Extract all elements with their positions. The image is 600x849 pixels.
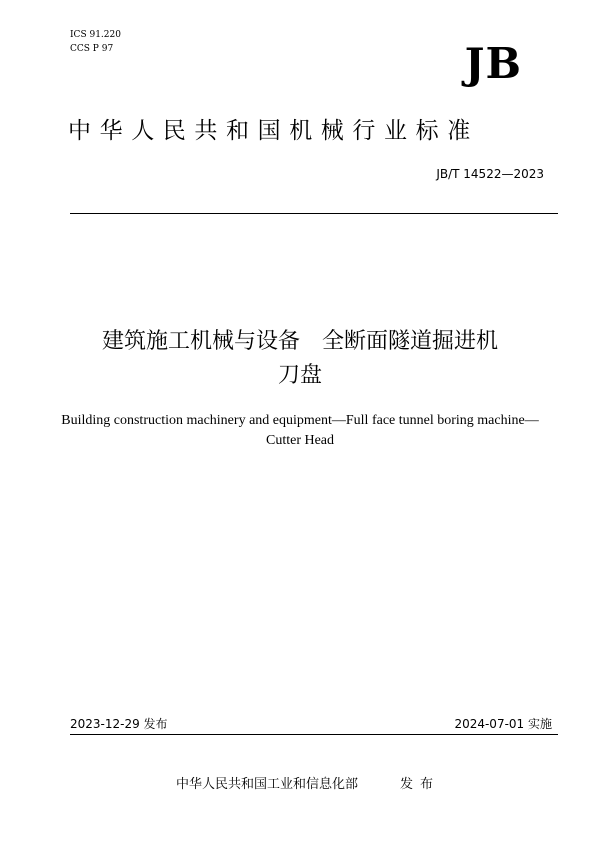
issue-date: 2023-12-29 发布 [70,717,168,731]
issuing-authority: 中华人民共和国工业和信息化部 [176,777,359,792]
standard-type-title: 中华人民共和国机械行业标准 [68,118,479,144]
ccs-code: CCS P 97 [70,44,114,54]
top-divider [70,213,558,214]
chinese-title-line-2: 刀盘 [277,363,322,388]
bottom-divider [70,734,558,735]
english-title-line-1: Building construction machinery and equipment—Full face tunnel boring machine— [61,413,539,428]
ics-code: ICS 91.220 [70,30,121,40]
issue-action: 发布 [400,777,441,792]
english-title-line-2: Cutter Head [265,433,335,448]
implementation-date: 2024-07-01 实施 [454,717,552,731]
jb-standard-mark: JB [464,39,522,88]
chinese-title-line-1: 建筑施工机械与设备 全断面隧道掘进机 [101,329,498,354]
standard-number: JB/T 14522—2023 [436,167,544,181]
